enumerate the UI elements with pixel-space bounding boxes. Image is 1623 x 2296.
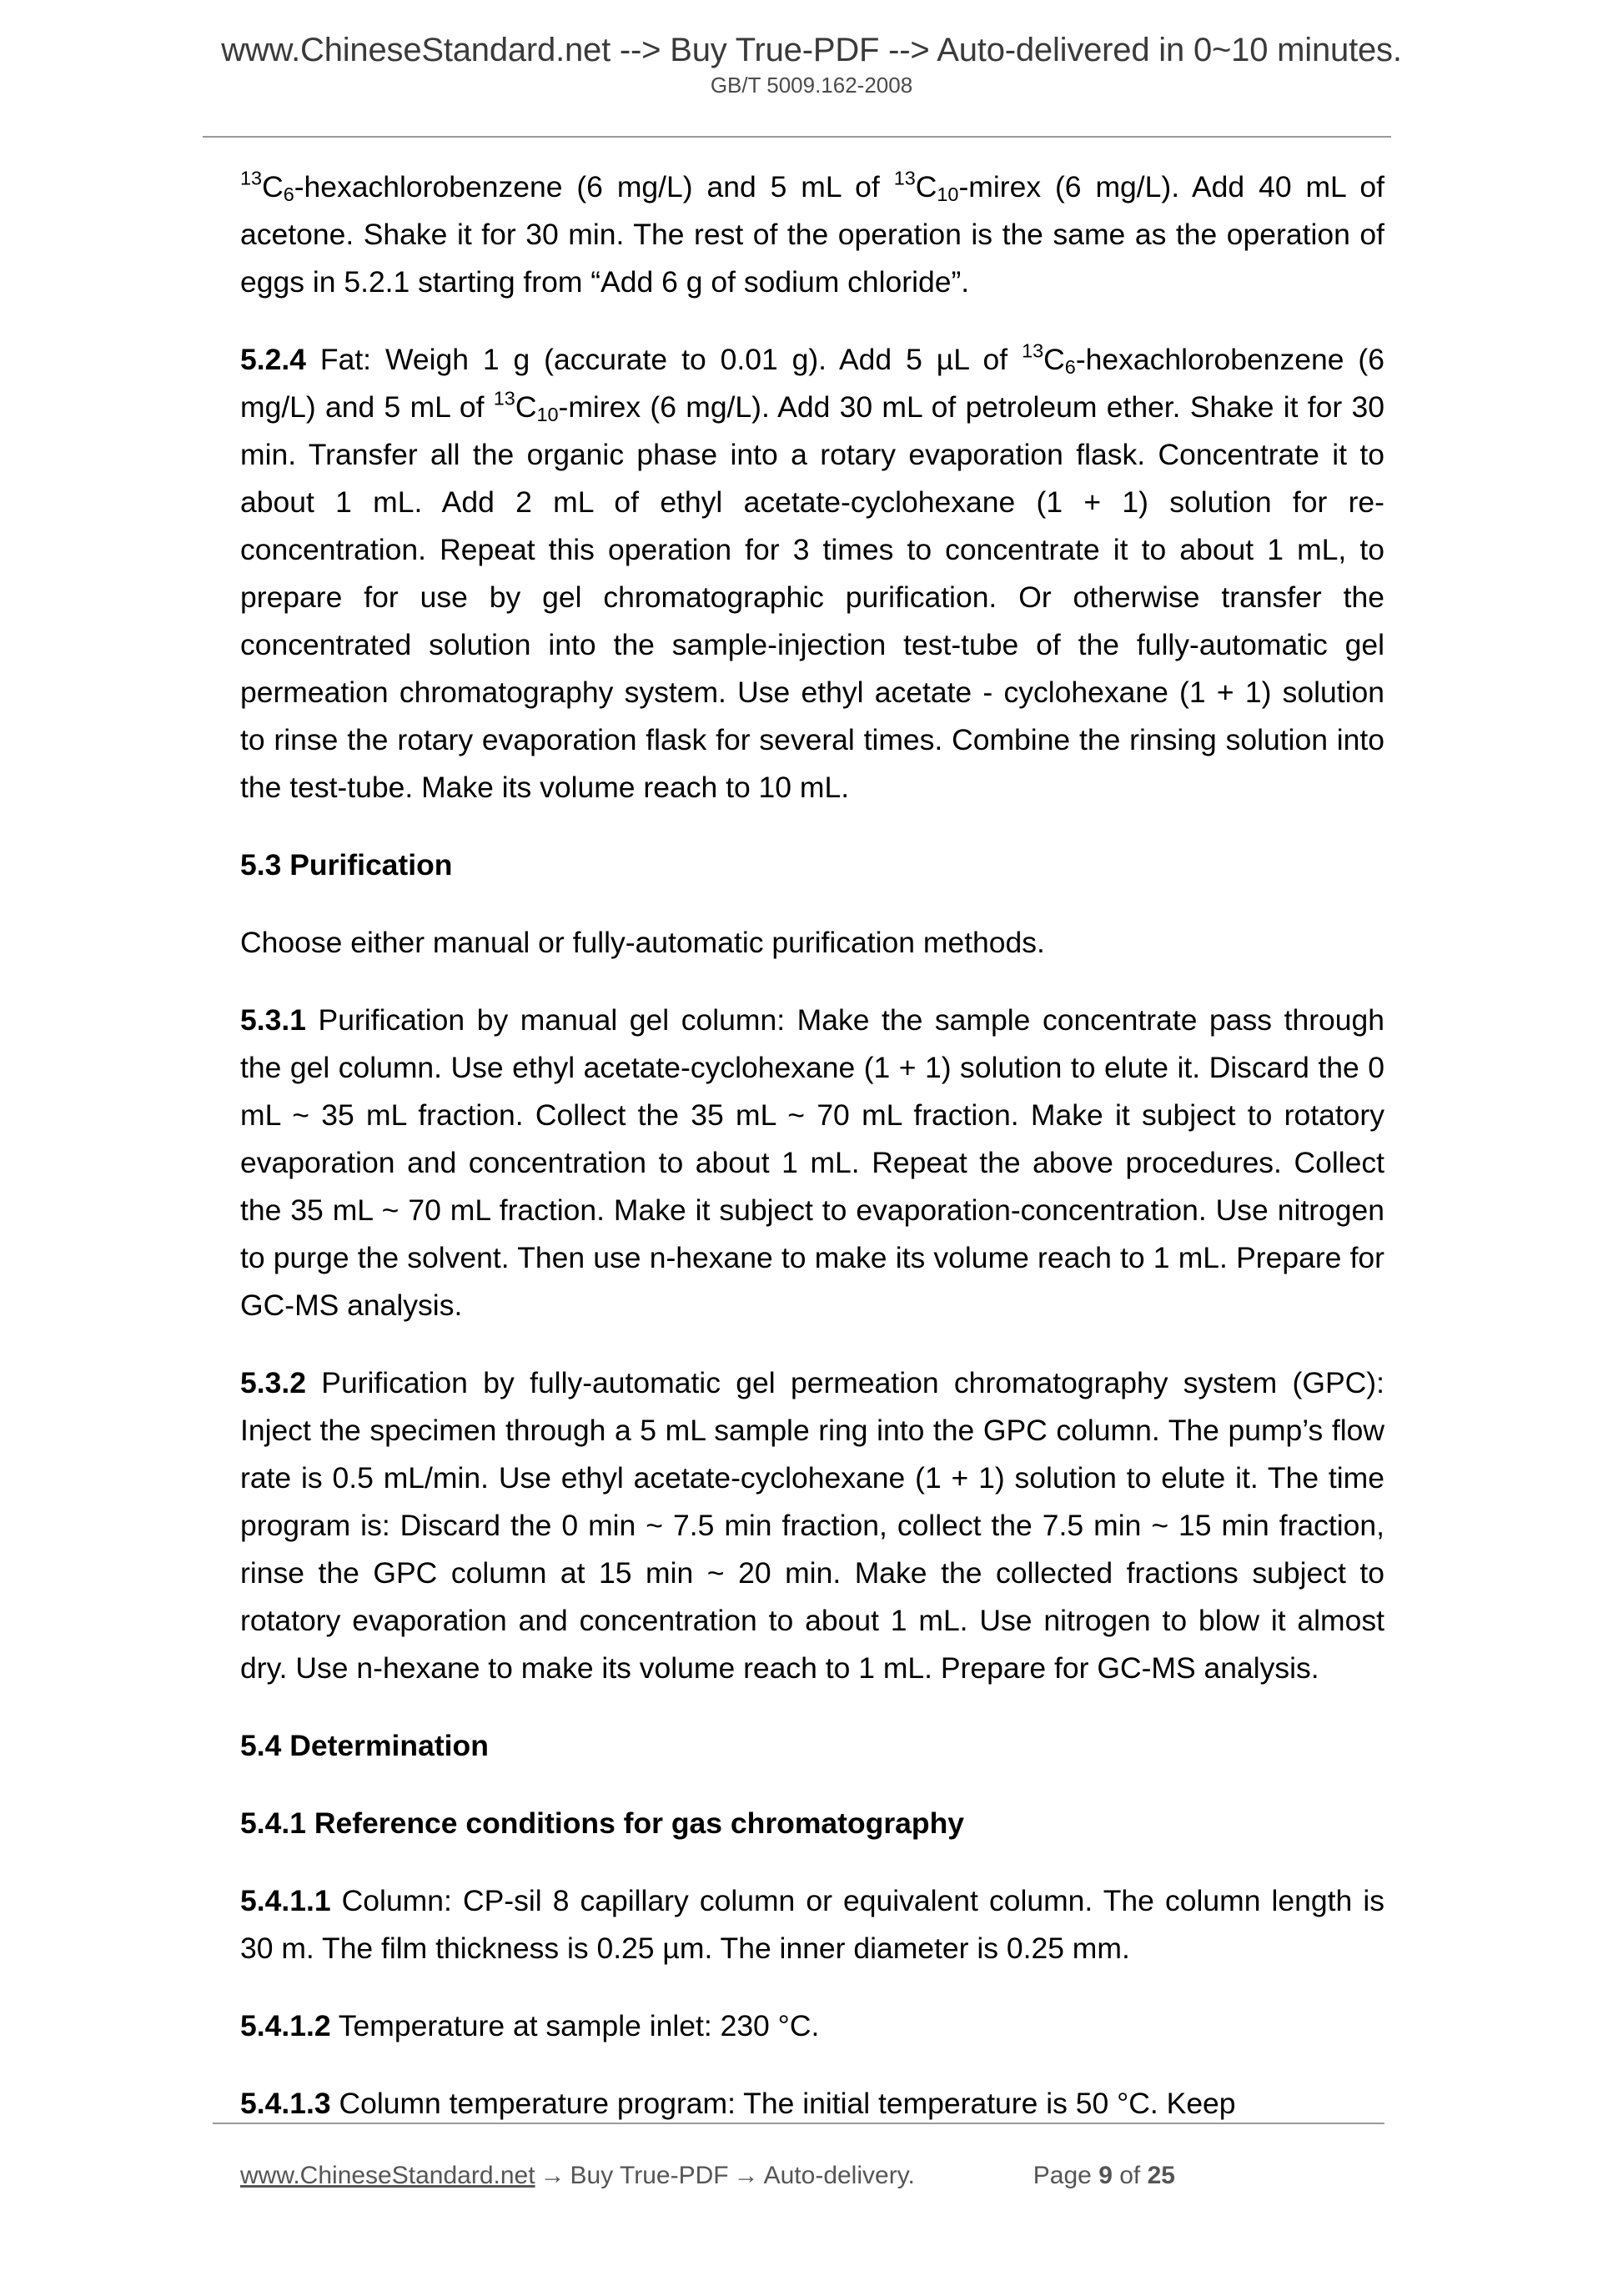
- document-body: [240, 163, 1384, 2158]
- section-5-4-1-3-text: Column temperature program: The initial temperature is 50 °C. Keep: [330, 2087, 1236, 2120]
- paragraph-5-3-intro: Choose either manual or fully-automatic purification methods.: [240, 926, 1045, 959]
- arrow-right-icon-1: →: [540, 2162, 565, 2189]
- section-5-4-1-2: [240, 2002, 1384, 2050]
- page-header: [0, 32, 1623, 98]
- section-number-5-3-1: 5.3.1: [240, 1003, 306, 1037]
- section-number-5-4-1-2: 5.4.1.2: [240, 2009, 331, 2042]
- standard-code-label: GB/T 5009.162-2008: [710, 72, 913, 98]
- current-page-number: 9: [1098, 2162, 1113, 2189]
- heading-5-3: 5.3 Purification: [240, 848, 453, 882]
- header-promo-text: www.ChineseStandard.net --> Buy True-PDF --> Auto-delivered in 0~10 minutes.: [221, 32, 1402, 68]
- section-5-4-1-1-text: Column: CP-sil 8 capillary column or equivalent column. The column length is 30 m. The film thickness is 0.25 µm. The inner diameter is 0.25 mm.: [240, 1884, 1384, 1965]
- carbon-subscript-6b: 6: [1064, 356, 1076, 379]
- isotope-superscript-13c: 13: [1022, 339, 1044, 362]
- section-5-3-2: [240, 1359, 1384, 1692]
- carbon-symbol-b: C: [915, 170, 937, 203]
- carbon-symbol-c: C: [1043, 343, 1065, 376]
- page-word-label: Page: [1033, 2162, 1092, 2189]
- paragraph-continued-part1: -hexachlorobenzene (6 mg/L) and 5 mL of: [294, 170, 894, 203]
- section-number-5-4-1-1: 5.4.1.1: [240, 1884, 331, 1917]
- section-5-3-2-text: Purification by fully-automatic gel permeation chromatography system (GPC): Inject the specimen through a 5 mL sample ring into the GPC column. The pump’s flow rate is 0.5 mL/min. Use ethyl acetate-cyclohexane (1 + 1) solution to elute it. The time program is: Discard the 0 min ~ 7.5 min fraction, collect the 7.5 min ~ 15 min fraction, rinse the GPC column at 15 min ~ 20 min. Make the collected fractions subject to rotatory evaporation and concentration to about 1 mL. Use nitrogen to blow it almost dry. Use n-hexane to make its volume reach to 1 mL. Prepare for GC-MS analysis.: [240, 1366, 1384, 1685]
- section-5-2-4-part1: Fat: Weigh 1 g (accurate to 0.01 g). Add 5 µL of: [305, 343, 1023, 376]
- section-5-3-1-text: Purification by manual gel column: Make the sample concentrate pass through the gel column. Use ethyl acetate-cyclohexane (1 + 1) solution to elute it. Discard the 0 mL ~ 35 mL fraction. Collect the 35 mL ~ 70 mL fraction. Make it subject to rotatory evaporation and concentration to about 1 mL. Repeat the above procedures. Collect the 35 mL ~ 70 mL fraction. Make it subject to evaporation-concentration. Use nitrogen to purge the solvent. Then use n-hexane to make its volume reach to 1 mL. Prepare for GC-MS analysis.: [240, 1003, 1384, 1322]
- isotope-superscript-13: 13: [240, 167, 263, 189]
- carbon-subscript-10: 10: [937, 183, 959, 206]
- footer-divider: [213, 2123, 1384, 2124]
- paragraph-continued: [240, 163, 1384, 306]
- section-5-4-1-1: [240, 1877, 1384, 1972]
- arrow-right-icon-2: →: [733, 2162, 759, 2189]
- section-5-2-4-part2: -hexachlorobenzene (6 mg/L) and 5 mL of: [240, 343, 1384, 424]
- carbon-symbol-d: C: [515, 390, 537, 424]
- footer-promo: [240, 2158, 915, 2193]
- total-page-count: 25: [1147, 2162, 1175, 2189]
- footer-delivery-label: Auto-delivery.: [763, 2162, 915, 2189]
- isotope-superscript-13d: 13: [493, 387, 515, 409]
- section-5-4-1-3: [240, 2080, 1384, 2128]
- page-indicator: [1033, 2158, 1175, 2193]
- footer-url-link[interactable]: www.ChineseStandard.net: [240, 2162, 535, 2189]
- isotope-superscript-13b: 13: [893, 167, 916, 189]
- paragraph-continued-part2: -mirex (6 mg/L). Add 40 mL of acetone. Shake it for 30 min. The rest of the operation is the same as the operation of eggs in 5.2.1 starting from “Add 6 g of sodium chloride”.: [240, 170, 1384, 299]
- carbon-subscript-10b: 10: [536, 404, 559, 426]
- carbon-subscript-6: 6: [283, 183, 294, 206]
- carbon-symbol: C: [262, 170, 284, 203]
- section-number-5-4-1-3: 5.4.1.3: [240, 2087, 331, 2120]
- footer-buy-label: Buy True-PDF: [570, 2162, 729, 2189]
- section-number-5-3-2: 5.3.2: [240, 1366, 306, 1399]
- heading-5-4-1: 5.4.1 Reference conditions for gas chromatography: [240, 1806, 964, 1840]
- page-footer: [240, 2158, 1384, 2193]
- section-5-3-1: [240, 997, 1384, 1329]
- header-divider: [203, 136, 1391, 138]
- of-word-label: of: [1119, 2162, 1141, 2189]
- section-number-5-2-4: 5.2.4: [240, 343, 306, 376]
- section-5-2-4: [240, 336, 1384, 811]
- section-5-4-1-2-text: Temperature at sample inlet: 230 °C.: [330, 2009, 820, 2042]
- heading-5-4: 5.4 Determination: [240, 1729, 489, 1762]
- section-5-2-4-part3: -mirex (6 mg/L). Add 30 mL of petroleum ether. Shake it for 30 min. Transfer all the organic phase into a rotary evaporation flask. Concentrate it to about 1 mL. Add 2 mL of ethyl acetate-cyclohexane (1 + 1) solution for re-concentration. Repeat this operation for 3 times to concentrate it to about 1 mL, to prepare for use by gel chromatographic purification. Or otherwise transfer the concentrated solution into the sample-injection test-tube of the fully-automatic gel permeation chromatography system. Use ethyl acetate - cyclohexane (1 + 1) solution to rinse the rotary evaporation flask for several times. Combine the rinsing solution into the test-tube. Make its volume reach to 10 mL.: [240, 390, 1384, 804]
